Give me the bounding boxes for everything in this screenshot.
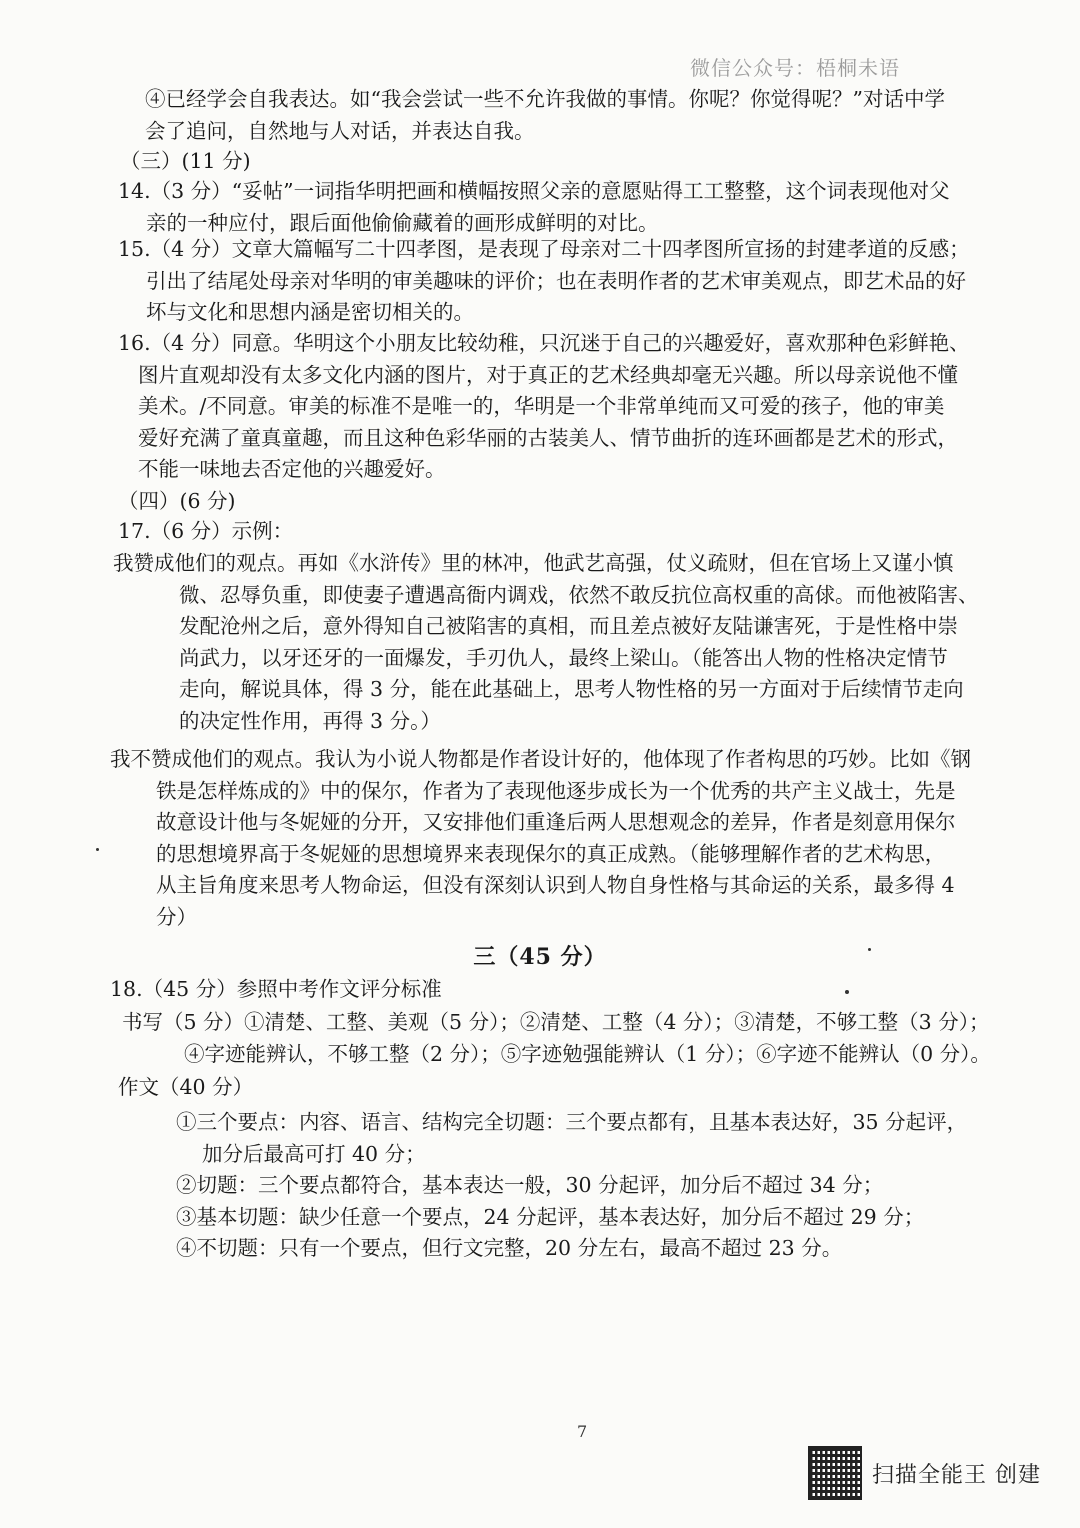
scanner-credit: 扫描全能王 创建 xyxy=(872,1462,1041,1488)
text-line: 从主旨角度来思考人物命运，但没有深刻认识到人物自身性格与其命运的关系，最多得 4 xyxy=(156,873,955,897)
scan-speck xyxy=(868,948,871,951)
text-line: 尚武力，以牙还牙的一面爆发，手刃仇人，最终上梁山。（能答出人物的性格决定情节 xyxy=(179,645,948,670)
text-line: ④已经学会自我表达。如“我会尝试一些不允许我做的事情。你呢？你觉得呢？”对话中学 xyxy=(145,87,945,111)
qr-code-icon xyxy=(808,1446,862,1500)
q13-item4 xyxy=(145,84,945,147)
text-line: 的决定性作用，再得 3 分。） xyxy=(179,708,441,733)
q17-disagree xyxy=(110,744,971,933)
q14 xyxy=(118,176,950,239)
scan-speck xyxy=(845,990,849,994)
handwriting-criteria xyxy=(122,1007,991,1070)
text-line: 走向，解说具体，得 3 分，能在此基础上，思考人物性格的另一方面对于后续情节走向 xyxy=(179,677,964,701)
q17-title: 17.（6 分）示例： xyxy=(118,519,294,543)
q18-title: 18.（45 分）参照中考作文评分标准 xyxy=(110,977,442,1001)
scan-speck xyxy=(96,848,99,851)
text-line: 16.（4 分）同意。华明这个小朋友比较幼稚，只沉迷于自己的兴趣爱好，喜欢那种色彩鲜艳、 xyxy=(118,331,970,355)
text-line: 引出了结尾处母亲对华明的审美趣味的评价；也在表明作者的艺术审美观点，即艺术品的好 xyxy=(146,268,966,293)
text-line: 爱好充满了童真童趣，而且这种色彩华丽的古装美人、情节曲折的连环画都是艺术的形式， xyxy=(138,425,958,450)
text-line: 会了追问，自然地与人对话，并表达自我。 xyxy=(145,118,535,143)
text-line: ④字迹能辨认，不够工整（2 分）；⑤字迹勉强能辨认（1 分）；⑥字迹不能辨认（0 分）。 xyxy=(184,1041,991,1066)
text-line: 我赞成他们的观点。再如《水浒传》里的林冲，他武艺高强，仗义疏财，但在官场上又谨小慎 xyxy=(113,551,954,575)
page-number: 7 xyxy=(577,1422,588,1441)
part3-heading: 三（45 分） xyxy=(473,944,607,970)
text-line: 书写（5 分）①清楚、工整、美观（5 分）；②清楚、工整（4 分）；③清楚，不够工整（3 分）； xyxy=(122,1010,990,1034)
text-line: 的思想境界高于冬妮娅的思想境界来表现保尔的真正成熟。（能够理解作者的艺术构思， xyxy=(156,841,946,866)
text-line: 加分后最高可打 40 分； xyxy=(202,1141,426,1166)
q16 xyxy=(118,328,970,486)
text-line: 图片直观却没有太多文化内涵的图片，对于真正的艺术经典却毫无兴趣。所以母亲说他不懂 xyxy=(138,362,958,387)
text-line: 我不赞成他们的观点。我认为小说人物都是作者设计好的，他体现了作者构思的巧妙。比如《钢 xyxy=(110,747,971,771)
text-line: 14.（3 分）“妥帖”一词指华明把画和横幅按照父亲的意愿贴得工工整整，这个词表现他对父 xyxy=(118,179,950,203)
watermark: 微信公众号：梧桐未语 xyxy=(690,56,900,80)
essay-title: 作文（40 分） xyxy=(118,1075,254,1099)
text-line: 发配沧州之后，意外得知自己被陷害的真相，而且差点被好友陆谦害死，于是性格中崇 xyxy=(179,614,958,638)
text-line: ①三个要点：内容、语言、结构完全切题：三个要点都有，且基本表达好，35 分起评， xyxy=(176,1110,968,1134)
q15 xyxy=(118,234,970,329)
text-line: 故意设计他与冬妮娅的分开，又安排他们重逢后两人思想观念的差异，作者是刻意用保尔 xyxy=(156,810,956,834)
text-line: 15.（4 分）文章大篇幅写二十四孝图，是表现了母亲对二十四孝图所宣扬的封建孝道的反感； xyxy=(118,237,970,261)
text-line: 美术。/不同意。审美的标准不是唯一的，华明是一个非常单纯而又可爱的孩子，他的审美 xyxy=(138,394,945,418)
scanner-footer xyxy=(808,1446,1041,1500)
section3-header: （三）(11 分) xyxy=(120,149,251,173)
text-line: 分） xyxy=(156,904,197,929)
text-line: 微、忍辱负重，即使妻子遭遇高衙内调戏，依然不敢反抗位高权重的高俅。而他被陷害、 xyxy=(179,582,979,607)
text-line: 亲的一种应付，跟后面他偷偷藏着的画形成鲜明的对比。 xyxy=(146,210,659,235)
text-line: ②切题：三个要点都符合，基本表达一般，30 分起评，加分后不超过 34 分； xyxy=(176,1173,884,1197)
section4-header: （四）(6 分) xyxy=(118,489,236,513)
text-line: 坏与文化和思想内涵是密切相关的。 xyxy=(146,300,474,324)
text-line: 铁是怎样炼成的》中的保尔，作者为了表现他逐步成长为一个优秀的共产主义战士，先是 xyxy=(156,778,956,803)
text-line: 不能一味地去否定他的兴趣爱好。 xyxy=(138,457,446,481)
text-line: ③基本切题：缺少任意一个要点，24 分起评，基本表达好，加分后不超过 29 分； xyxy=(176,1204,925,1229)
q17-agree xyxy=(113,548,979,737)
essay-criteria xyxy=(176,1107,967,1265)
text-line: ④不切题：只有一个要点，但行文完整，20 分左右，最高不超过 23 分。 xyxy=(176,1236,843,1260)
